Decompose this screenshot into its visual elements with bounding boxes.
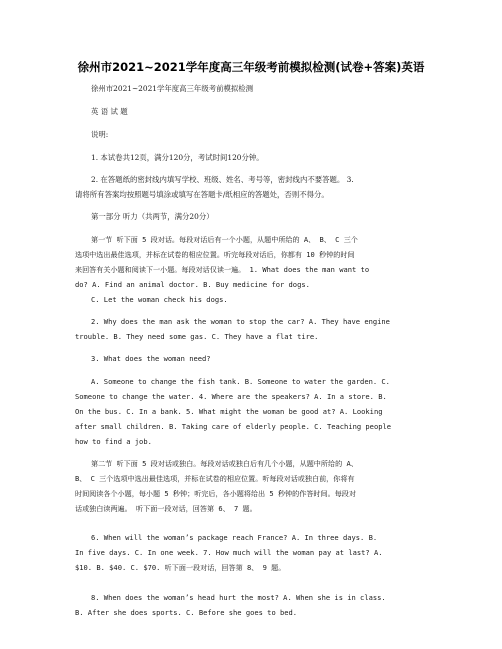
questions-3-to-5: A. Someone to change the fish tank. B. Someone to water the garden. C. Someone to change the water. 4. Where are the speakers? A. In a store. B. On the bus. C. In a bank. 5. What might the woman be good at? A. Looking after small children. B. Taking care of elderly people. C. Teaching people how to find a job.	[75, 377, 392, 446]
questions-6-7: 6. When will the woman’s package reach France? A. In three days. B. In five days. C. In one week. 7. How much will the woman pay at last? A. $10. B. $40. C. $70. 听下面一段对话，回答第 8、 9 题。	[75, 533, 383, 572]
part1-heading: 第一部分 听力（共两节，满分20分）	[91, 212, 214, 221]
subtitle: 徐州市2021~2021学年度高三年级考前模拟检测	[91, 84, 254, 93]
section1-intro: 第一节 听下面 5 段对话。每段对话后有一个小题，从题中所给的 A、 B、 C 三个 选项中选出最佳选项，并标在试卷的相应位置。听完每段对话后，你都有 10 秒钟的时间 来回答有关小题和阅读下一小题。每段对话仅读一遍。 1. What does the man want to do? A. Find an animal doctor. B. Buy medicine for dogs.	[75, 235, 370, 289]
section2-intro: 第二节 听下面 5 段对话或独白。每段对话或独白后有几个小题，从题中所给的 A、 B、 C 三个选项中选出最佳选项，并标在试卷的相应位置。听每段对话或独白前，你将有 时间阅读各个小题，每小题 5 秒钟；听完后，各小题将给出 5 秒钟的作答时间。每段对 话或独白读两遍。 听下面一段对话，回答第 6、 7 题。	[75, 459, 358, 513]
instructions-heading: 说明:	[91, 130, 109, 139]
question-8: 8. When does the woman’s head hurt the most? A. When she is in class. B. After she does sports. C. Before she goes to bed.	[75, 593, 386, 617]
subject-heading: 英 语 试 题	[91, 107, 128, 116]
question-3: 3. What does the woman need?	[91, 354, 211, 363]
q1-option-c: C. Let the woman check his dogs.	[91, 295, 228, 304]
instruction-2-3: 2. 在答题纸的密封线内填写学校、班级、姓名、考号等，密封线内不要答题。 3. 请将所有答案均按照题号填涂或填写在答题卡/纸相应的答题处，否则不得分。	[75, 175, 354, 199]
instruction-1: 1. 本试卷共12页，满分120分，考试时间120分钟。	[91, 153, 264, 162]
document-title: 徐州市2021~2021学年度高三年级考前模拟检测(试卷+答案)英语	[77, 60, 425, 74]
question-2: 2. Why does the man ask the woman to stop the car? A. They have engine trouble. B. They need some gas. C. They have a flat tire.	[75, 317, 390, 341]
